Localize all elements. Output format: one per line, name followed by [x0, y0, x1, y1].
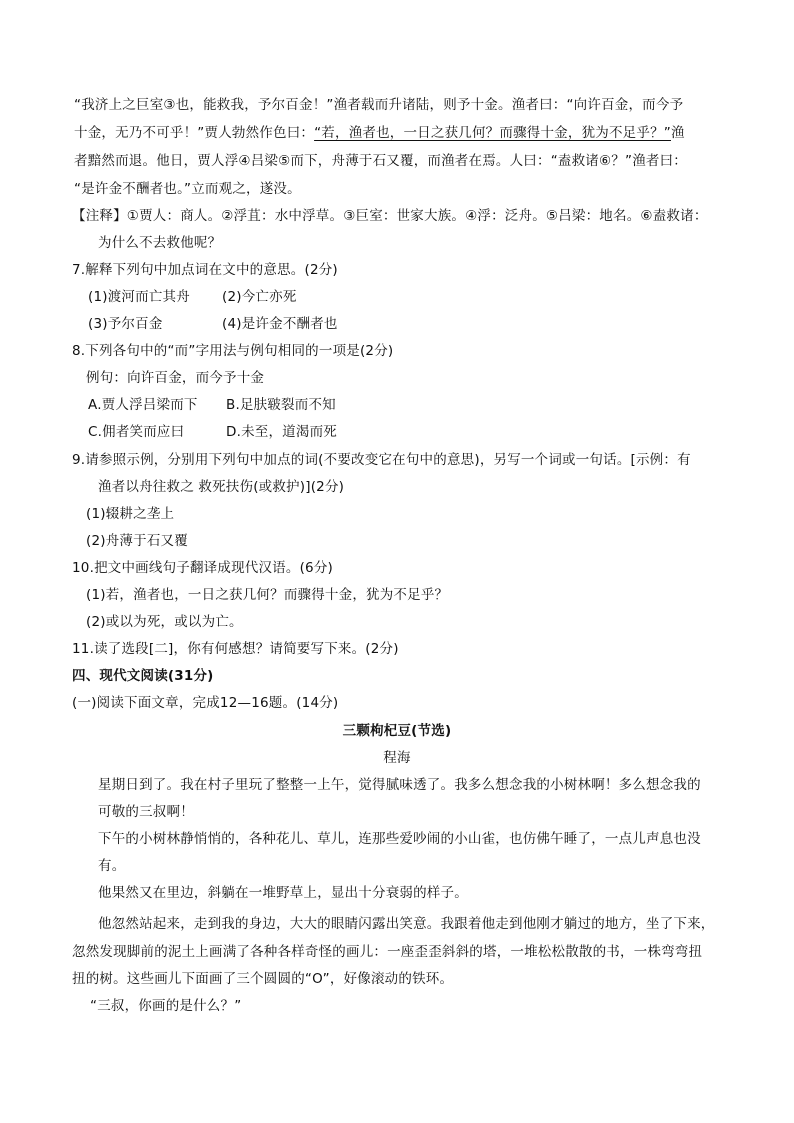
q8-option-b: B.足肤皲裂而不知 — [226, 397, 336, 413]
section-subheading: (一)阅读下面文章，完成12—16题。(14分) — [72, 695, 339, 711]
q10-item: (2)或以为死，或以为亡。 — [86, 614, 243, 630]
q8-option-c: C.佣者笑而应曰 — [88, 424, 185, 440]
q9-item: (1)辍耕之垄上 — [86, 506, 175, 522]
passage-text: 十金，无乃不可乎！”贾人勃然作色曰： — [74, 125, 315, 141]
q7-item: (4)是许金不酬者也 — [222, 316, 338, 332]
question-10-stem: 10.把文中画线句子翻译成现代汉语。(6分) — [72, 560, 333, 576]
question-7-items — [88, 315, 338, 333]
q9-item: (2)舟薄于石又覆 — [86, 533, 188, 549]
q10-item: (1)若，渔者也，一日之获几何？而骤得十金，犹为不足乎？ — [86, 587, 449, 603]
question-7-items — [88, 288, 297, 306]
passage-line: 者黯然而退。他日，贾人浮④吕梁⑤而下，舟薄于石又覆，而渔者在焉。人曰：“盍救诸⑥？”渔者曰： — [74, 153, 687, 169]
article-paragraph: 下午的小树林静悄悄的，各种花儿、草儿，连那些爱吵闹的小山雀，也仿佛午睡了，一点儿声息也没 — [98, 831, 701, 847]
article-paragraph: 忽然发现脚前的泥土上画满了各种各样奇怪的画儿：一座歪歪斜斜的塔，一堆松松散散的书，一株弯弯扭 — [72, 944, 703, 960]
question-8-stem: 8.下列各句中的“而”字用法与例句相同的一项是(2分) — [72, 343, 394, 359]
article-paragraph: 扭的树。这些画儿下面画了三个圆圆的“O”，好像滚动的铁环。 — [72, 971, 454, 987]
passage-text: 渔 — [670, 125, 685, 141]
section-heading: 四、现代文阅读(31分) — [72, 668, 214, 684]
question-9-stem: 渔者以舟往救之 救死扶伤(或救护)](2分) — [98, 479, 345, 495]
question-11-stem: 11.读了选段[二]，你有何感想？请简要写下来。(2分) — [72, 641, 399, 657]
notes-line: 【注释】①贾人：商人。②浮苴：水中浮草。③巨室：世家大族。④浮：泛舟。⑤吕梁：地名。⑥盍救诸： — [72, 208, 708, 224]
q8-option-a: A.贾人浮吕梁而下 — [88, 397, 198, 413]
article-title: 三颗枸杞豆(节选) — [342, 723, 452, 739]
article-paragraph: 他果然又在里边，斜躺在一堆野草上，显出十分衰弱的样子。 — [98, 885, 468, 901]
q7-item: (2)今亡亦死 — [222, 289, 297, 305]
q8-option-d: D.未至，道渴而死 — [226, 424, 337, 440]
q7-item: (3)予尔百金 — [88, 316, 163, 332]
question-9-stem: 9.请参照示例，分别用下列句中加点的词(不要改变它在句中的意思)，另写一个词或一句话。[示例：有 — [72, 452, 691, 468]
q7-item: (1)渡河而亡其舟 — [88, 289, 190, 305]
question-8-example: 例句：向许百金，而今予十金 — [86, 370, 265, 386]
article-paragraph: 星期日到了。我在村子里玩了整整一上午，觉得腻味透了。我多么想念我的小树林啊！多么想念我的 — [98, 777, 701, 793]
passage-line: “是许金不酬者也。”立而观之，遂没。 — [74, 181, 301, 197]
article-paragraph: “三叔，你画的是什么？” — [90, 998, 242, 1014]
article-author: 程海 — [383, 750, 411, 766]
question-8-options — [88, 423, 337, 441]
question-7-stem: 7.解释下列句中加点词在文中的意思。(2分) — [72, 262, 338, 278]
underlined-sentence: “若，渔者也，一日之获几何？而骤得十金，犹为不足乎？” — [314, 125, 671, 141]
article-paragraph: 他忽然站起来，走到我的身边，大大的眼睛闪露出笑意。我跟着他走到他刚才躺过的地方，坐了下来， — [98, 916, 715, 932]
passage-line: “我济上之巨室③也，能救我，予尔百金！”渔者载而升诸陆，则予十金。渔者曰：“向许百金，而今予 — [74, 97, 684, 113]
passage-line — [74, 124, 685, 142]
question-8-options — [88, 396, 336, 414]
article-paragraph: 有。 — [98, 858, 126, 874]
article-paragraph: 可敬的三叔啊！ — [98, 804, 194, 820]
notes-line: 为什么不去救他呢？ — [98, 235, 222, 251]
